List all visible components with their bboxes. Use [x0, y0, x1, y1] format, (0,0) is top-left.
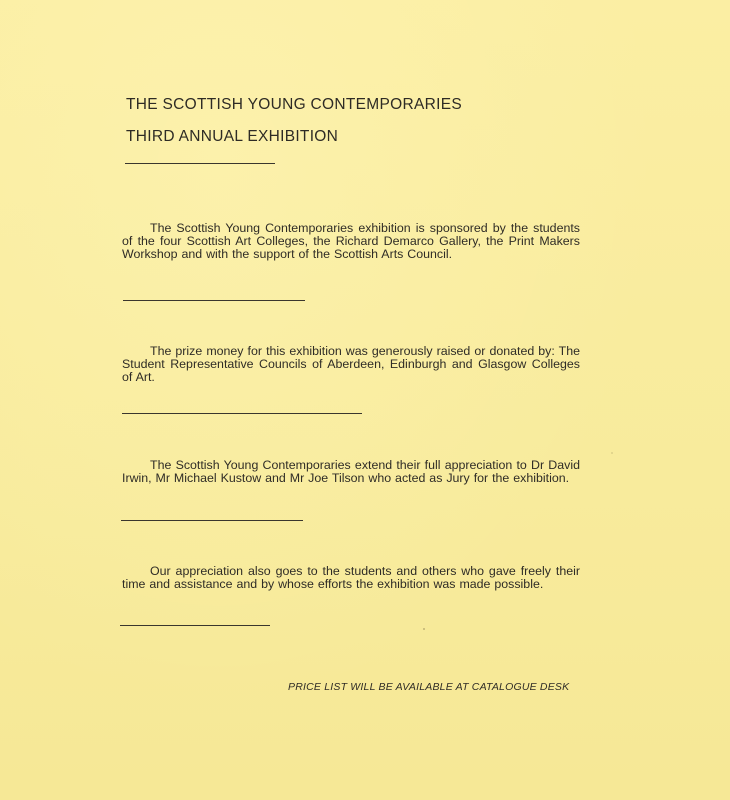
sponsorship-paragraph: The Scottish Young Contemporaries exhibition is sponsored by the students of the four Scottish Art Colleges, the Richard Demarco Gallery, the Print Makers Workshop and with the support of the Scottish Arts Council. [122, 221, 580, 261]
page-subtitle: THIRD ANNUAL EXHIBITION [126, 128, 339, 145]
jury-appreciation-paragraph: The Scottish Young Contemporaries extend their full appreciation to Dr David Irwin, Mr Michael Kustow and Mr Joe Tilson who acted as Jury for the exhibition. [122, 458, 580, 485]
volunteers-appreciation-paragraph: Our appreciation also goes to the students and others who gave freely their time and assistance and by whose efforts the exhibition was made possible. [122, 564, 580, 591]
divider-rule [121, 520, 303, 521]
paper-speck [423, 628, 425, 630]
divider-rule [125, 163, 275, 164]
paper-speck [611, 452, 613, 454]
prize-money-paragraph: The prize money for this exhibition was generously raised or donated by: The Student Representative Councils of Aberdeen, Edinburgh and Glasgow Colleges of Art. [122, 344, 580, 384]
price-list-note: PRICE LIST WILL BE AVAILABLE AT CATALOGUE DESK [288, 681, 570, 693]
page-title: THE SCOTTISH YOUNG CONTEMPORARIES [126, 96, 463, 113]
divider-rule [120, 625, 270, 626]
divider-rule [122, 413, 362, 414]
divider-rule [123, 300, 305, 301]
